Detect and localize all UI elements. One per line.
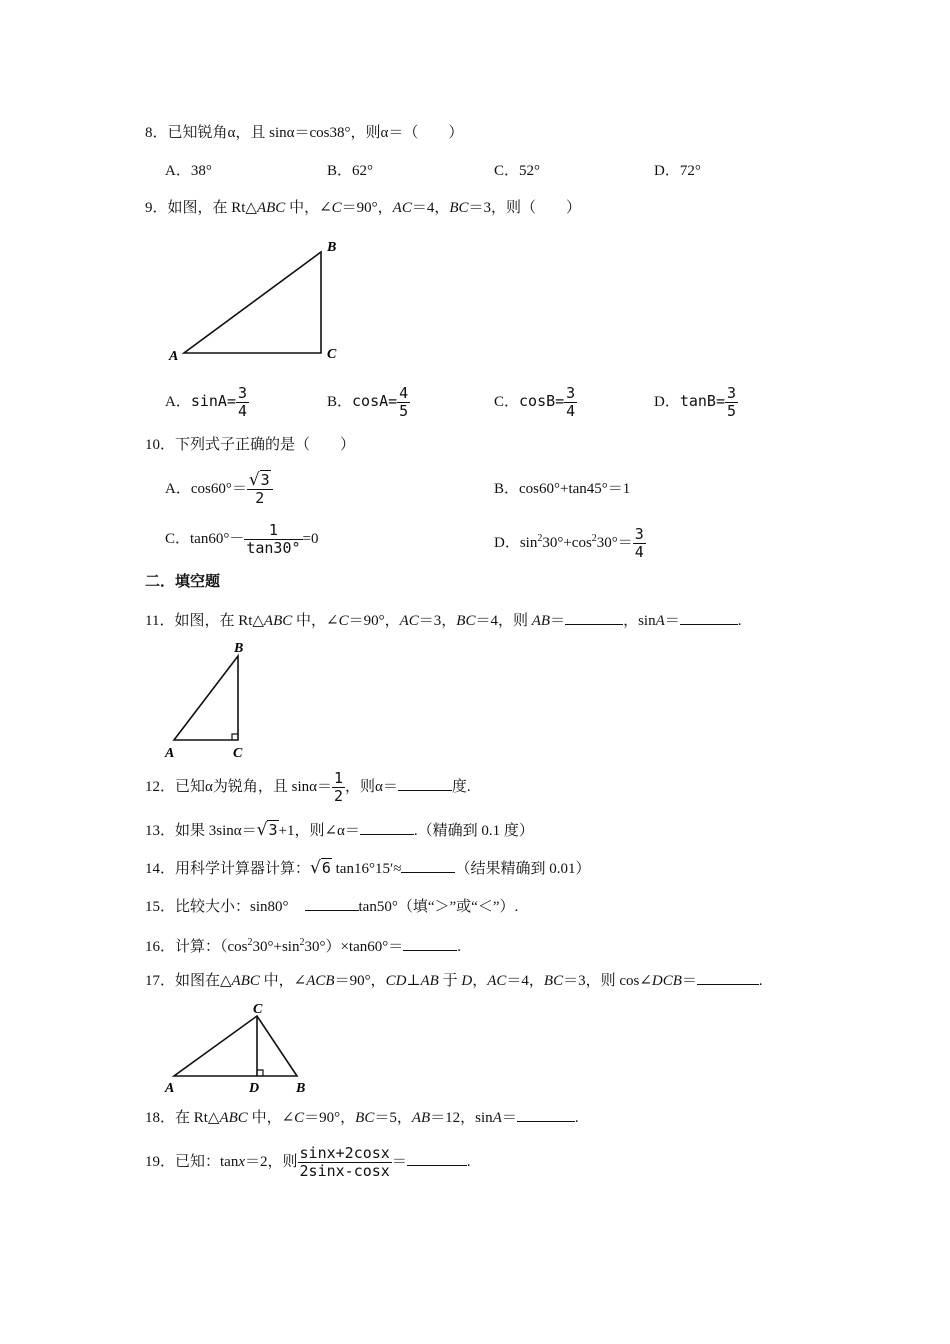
q9-triangle-figure — [160, 232, 350, 367]
q16-blank[interactable] — [403, 936, 457, 951]
q15-blank[interactable] — [305, 896, 359, 911]
q8-option-c: C．52° — [494, 163, 541, 179]
section-title-fill-in: 二．填空题 — [145, 573, 221, 590]
q17-label-a: A — [165, 1081, 175, 1096]
q8-option-a: A．38° — [165, 163, 212, 179]
q11-label-b: B — [234, 641, 244, 656]
q12-blank[interactable] — [398, 776, 452, 791]
q17-stem: 17．如图在△ABC 中，∠ACB＝90°，CD⊥AB 于 D，AC＝4，BC＝3，则 cos∠DCB＝ . — [145, 970, 763, 991]
q11-triangle — [174, 656, 238, 740]
q9-triangle — [184, 252, 321, 353]
q17-label-c: C — [253, 1002, 263, 1017]
q8-option-b: B．62° — [327, 163, 374, 179]
q10-option-c: C．tan60°－ $\frac{1}{\tan 30^\circ}$ =0 — [165, 521, 319, 558]
q17-label-d: D — [249, 1081, 260, 1096]
q11-triangle-figure — [160, 636, 260, 761]
q17-triangle — [174, 1016, 297, 1076]
q10-stem: 10．下列式子正确的是（ ） — [145, 437, 356, 453]
q9-stem: 9．如图，在 Rt△ABC 中，∠C＝90°，AC＝4，BC＝3，则（ ） — [145, 200, 582, 216]
q17-label-b: B — [296, 1081, 306, 1096]
q9-label-b: B — [327, 240, 337, 255]
q9-option-d: D．tanB= $\frac{3}{5}$ — [654, 384, 737, 421]
q9-option-b: B．cosA= $\frac{4}{5}$ — [327, 384, 409, 421]
q11-blank-ab[interactable] — [565, 610, 623, 625]
q11-stem: 11．如图，在 Rt△ABC 中，∠C＝90°，AC＝3，BC＝4，则 AB＝ ，sinA＝ . — [145, 610, 742, 631]
q9-label-a: A — [169, 349, 179, 364]
q17-triangle-figure — [160, 996, 320, 1096]
q10-option-b: B．cos60°+tan45°＝1 — [494, 481, 631, 497]
q17-right-angle-mark — [257, 1070, 263, 1076]
q9-option-c: C．cosB= $\frac{3}{4}$ — [494, 384, 576, 421]
q19-blank[interactable] — [407, 1151, 467, 1166]
q9-label-c: C — [327, 347, 337, 362]
q16-stem: 16．计算：$(\cos^230^\circ+\sin^230^\circ)\times\tan 60^\circ=$ . — [145, 937, 462, 955]
q14-stem: 14．用科学计算器计算：√6 tan16°15′≈ （结果精确到 0.01） — [145, 858, 591, 878]
q11-right-angle-mark — [232, 734, 238, 740]
q11-blank-sina[interactable] — [680, 610, 738, 625]
q15-stem: 15．比较大小：sin80° tan50°（填“＞”或“＜”）. — [145, 896, 518, 917]
q11-label-c: C — [233, 746, 243, 761]
q14-blank[interactable] — [401, 858, 455, 873]
q10-option-d: D．$\sin^230^\circ+\cos^230^\circ=$ $\frac{3}{4}$ — [494, 525, 644, 562]
q8-option-d: D．72° — [654, 163, 701, 179]
q10-option-a: A．cos60°＝ $\frac{√3}{2}$ — [165, 467, 273, 511]
q17-blank[interactable] — [697, 970, 759, 985]
q8-stem: 8．已知锐角α，且 sinα＝cos38°，则α＝（ ） — [145, 125, 464, 141]
q11-label-a: A — [165, 746, 175, 761]
q19-stem: 19．已知：tanx＝2，则 $\frac{\sin x+2\cos x}{2\sin x-\cos x}$ ＝ . — [145, 1144, 471, 1181]
q18-blank[interactable] — [517, 1107, 575, 1122]
q9-option-a: A．sinA= $\frac{3}{4}$ — [165, 384, 248, 421]
q12-stem: 12．已知α为锐角，且 sinα＝ $\frac{1}{2}$ ，则α＝ 度. — [145, 769, 471, 806]
q18-stem: 18．在 Rt△ABC 中，∠C＝90°，BC＝5，AB＝12，sinA＝ . — [145, 1107, 579, 1128]
q13-blank[interactable] — [360, 820, 414, 835]
q13-stem: 13．如果 3sinα＝√3+1，则∠α＝ .（精确到 0.1 度） — [145, 820, 534, 840]
